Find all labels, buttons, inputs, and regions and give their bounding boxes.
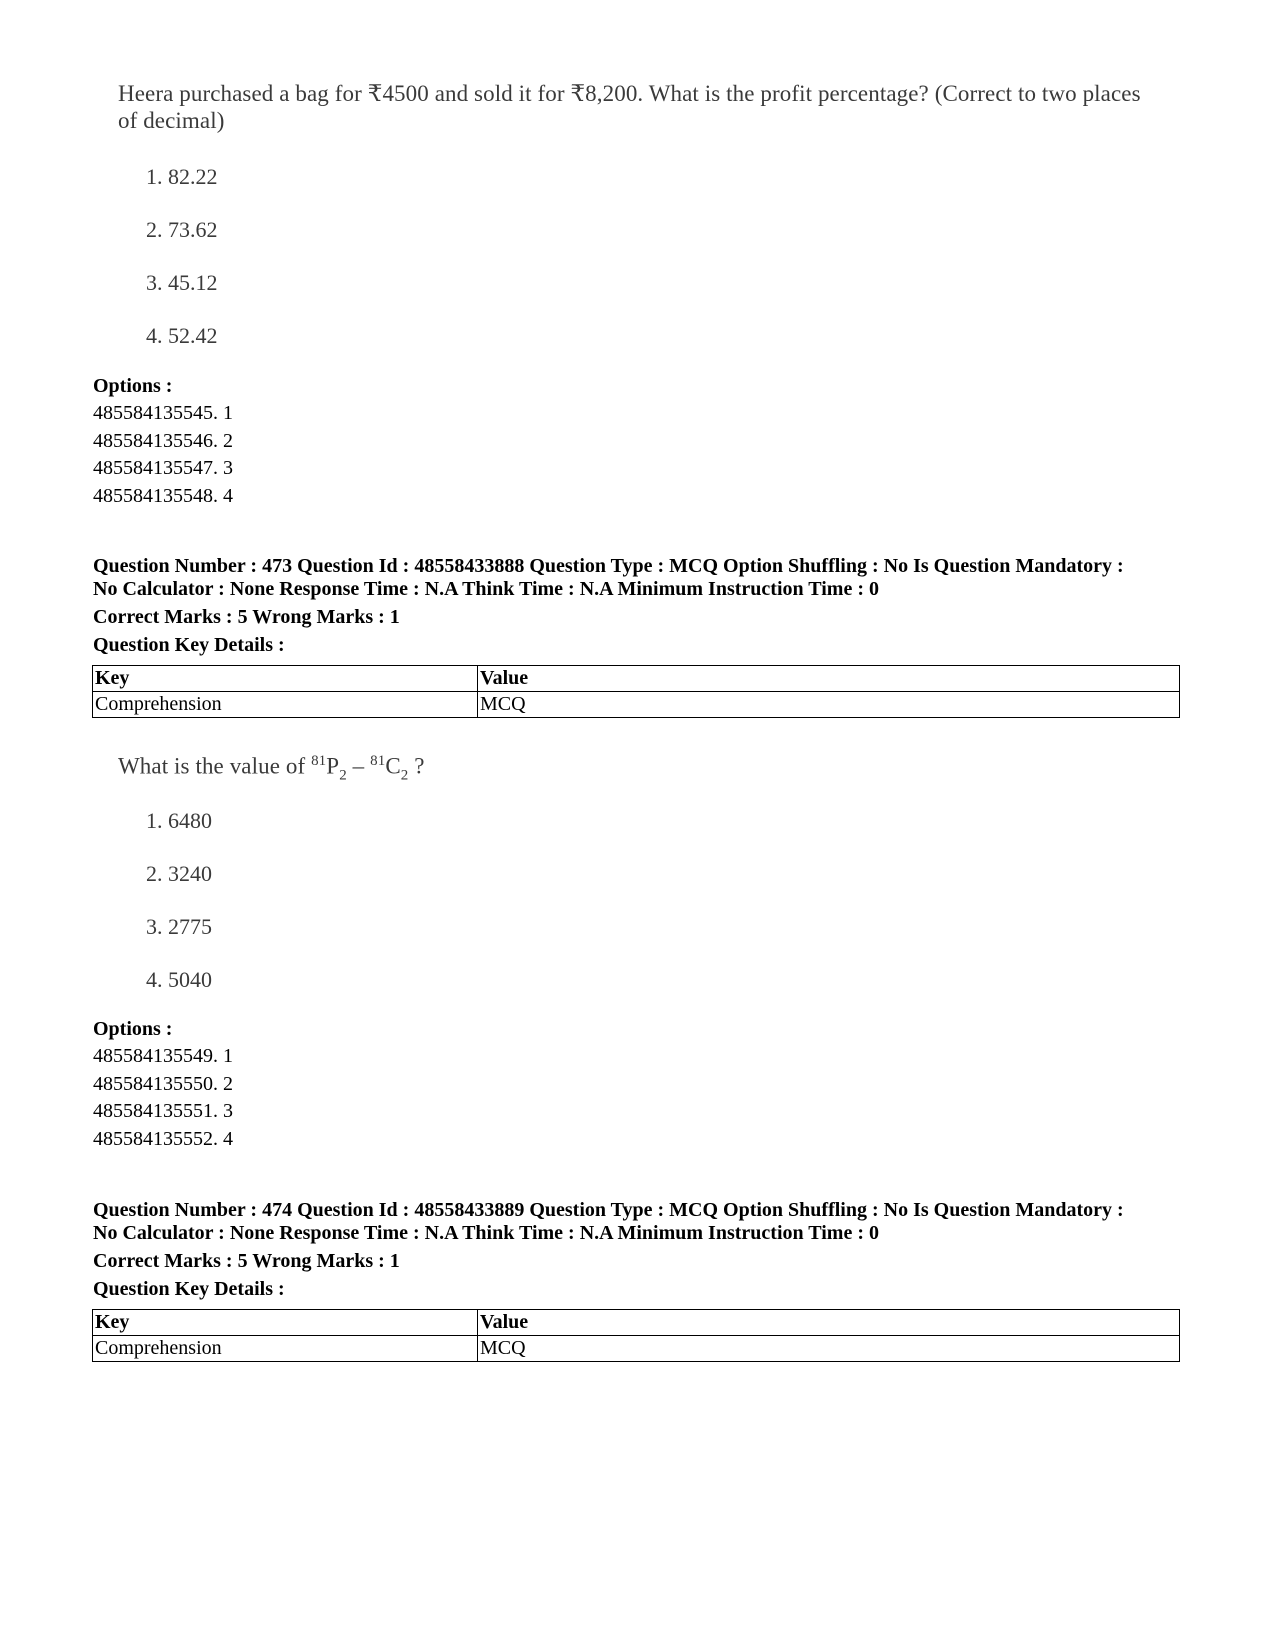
question-473-choice-2: 2. 3240 [146,861,212,886]
key-table-header-value: Value [478,666,1180,692]
question-472-choice-1: 1. 82.22 [146,164,218,189]
option-id-row: 485584135547. 3 [93,457,233,479]
question-472-stem-line2: of decimal) [118,108,225,133]
stem-sub-r1: 2 [339,767,347,784]
key-table-row [93,1336,1180,1362]
option-id-row: 485584135551. 3 [93,1100,233,1122]
stem-minus: – [346,753,371,779]
key-table-cell-value: MCQ [478,692,1180,718]
question-473-key-details-heading: Question Key Details : [93,634,285,656]
option-id-row: 485584135548. 4 [93,484,233,507]
option-id-row: 485584135550. 2 [93,1072,233,1095]
stem-sub-r2: 2 [400,767,409,784]
question-472-choice-2: 2. 73.62 [146,217,218,242]
question-473-options-list [93,1043,233,1153]
question-474-key-details-heading: Question Key Details : [93,1278,285,1300]
stem-prefix: What is the value of [118,753,312,779]
option-id-row: 485584135552. 4 [93,1127,233,1150]
question-473-meta-line2: No Calculator : None Response Time : N.A Think Time : N.A Minimum Instruction Time : 0 [93,578,879,600]
stem-combination-symbol: C [385,753,401,779]
option-id-row: 485584135549. 1 [93,1045,233,1067]
question-473-stem [118,748,425,789]
question-474-meta-line2: No Calculator : None Response Time : N.A Think Time : N.A Minimum Instruction Time : 0 [93,1222,879,1244]
question-473-choice-3: 3. 2775 [146,914,212,939]
question-474-marks: Correct Marks : 5 Wrong Marks : 1 [93,1250,400,1272]
stem-sup-n2: 81 [370,753,386,769]
question-473-meta-line1: Question Number : 473 Question Id : 48558433888 Question Type : MCQ Option Shuffling : No Is Question Mandatory : [93,555,1124,577]
option-id-row: 485584135545. 1 [93,402,233,424]
key-table-cell-key: Comprehension [93,1336,478,1362]
question-474-meta-line1: Question Number : 474 Question Id : 48558433889 Question Type : MCQ Option Shuffling : No Is Question Mandatory : [93,1199,1124,1221]
key-table-cell-value: MCQ [478,1336,1180,1362]
stem-sup-n1: 81 [311,753,327,769]
stem-suffix: ? [408,753,425,779]
key-table-header-row [93,1310,1180,1336]
question-473-choice-1: 1. 6480 [146,808,212,833]
question-473-choice-4: 4. 5040 [146,967,212,992]
key-table-header-row [93,666,1180,692]
question-473-key-table [92,665,1180,718]
key-table-row [93,692,1180,718]
question-474-key-table [92,1309,1180,1362]
key-table-header-key: Key [93,1310,478,1336]
question-472-choice-3: 3. 45.12 [146,270,218,295]
stem-permutation-symbol: P [326,753,340,779]
question-473-options-heading: Options : [93,1018,173,1040]
question-472-choice-4: 4. 52.42 [146,323,218,348]
question-473-meta [93,555,1273,601]
question-472-stem [118,80,1218,134]
question-472-stem-line1: Heera purchased a bag for ₹4500 and sold it for ₹8,200. What is the profit percentage? (Correct to two places [118,81,1141,106]
key-table-header-value: Value [478,1310,1180,1336]
question-474-meta [93,1199,1273,1245]
option-id-row: 485584135546. 2 [93,429,233,452]
question-473-marks: Correct Marks : 5 Wrong Marks : 1 [93,606,400,628]
key-table-header-key: Key [93,666,478,692]
question-472-options-list [93,400,233,510]
question-472-options-heading: Options : [93,375,173,397]
key-table-cell-key: Comprehension [93,692,478,718]
